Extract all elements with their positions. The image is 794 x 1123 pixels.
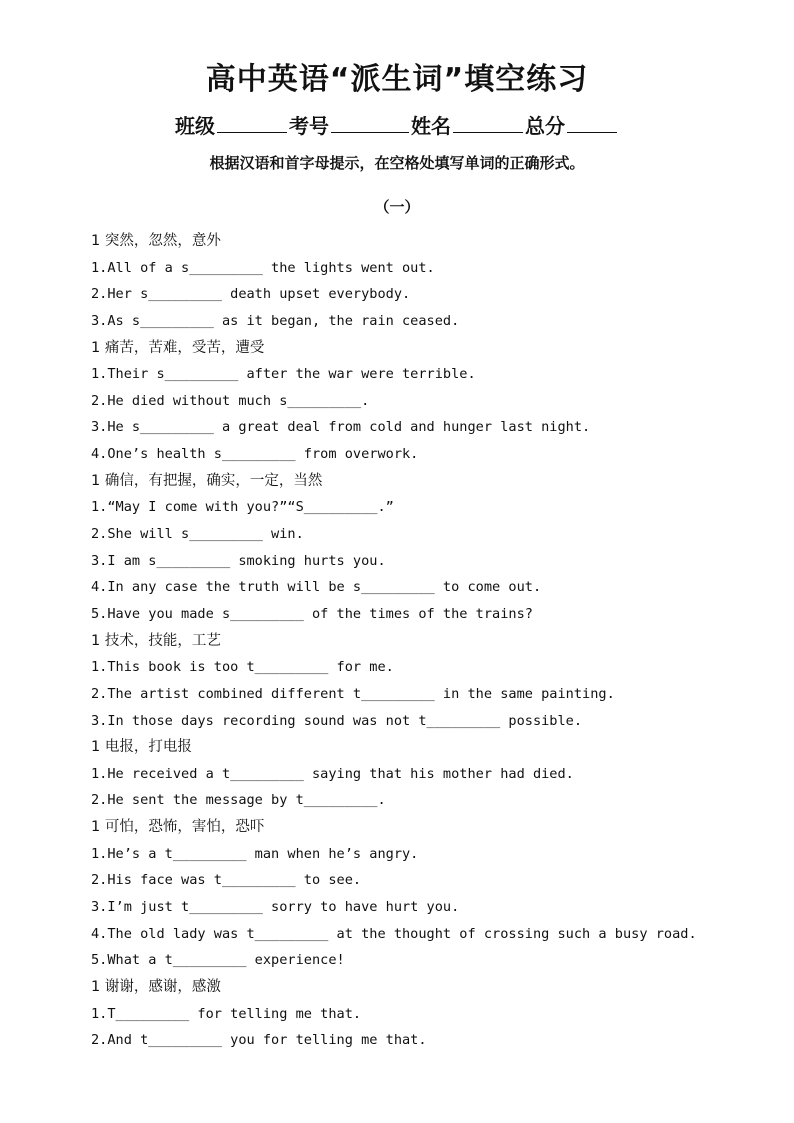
exercise-item: 1.This book is too t_________ for me. bbox=[91, 659, 394, 676]
exercise-item: 2.And t_________ you for telling me that. bbox=[91, 1032, 427, 1049]
group-heading: 1 谢谢，感谢，感激 bbox=[91, 978, 221, 995]
instruction-text: 根据汉语和首字母提示，在空格处填写单词的正确形式。 bbox=[209, 154, 585, 172]
group-heading: 1 突然，忽然，意外 bbox=[91, 233, 221, 249]
exercise-item: 5.What a t_________ experience! bbox=[91, 952, 345, 969]
group-heading: 1 技术，技能，工艺 bbox=[91, 632, 221, 649]
exam-number-label: 考号 bbox=[289, 114, 329, 138]
exercise-item: 2.He sent the message by t_________. bbox=[91, 792, 386, 809]
exercise-item: 3.In those days recording sound was not t_________ possible. bbox=[91, 712, 583, 729]
class-label: 班级 bbox=[175, 114, 215, 138]
exercise-item: 1.All of a s_________ the lights went out. bbox=[91, 259, 435, 276]
total-score-label: 总分 bbox=[525, 114, 565, 138]
exercise-item: 1.He’s a t_________ man when he’s angry. bbox=[91, 845, 419, 862]
group-heading: 1 电报，打电报 bbox=[91, 739, 192, 756]
name-blank bbox=[453, 110, 523, 133]
page-title: 高中英语“派生词”填空练习 bbox=[205, 62, 589, 97]
section-label: （一） bbox=[374, 198, 420, 216]
exercise-item: 3.He s_________ a great deal from cold and hunger last night. bbox=[91, 419, 591, 436]
exercise-item: 4.In any case the truth will be s_________ to come out. bbox=[91, 579, 542, 596]
exercise-item: 3.As s_________ as it began, the rain ceased. bbox=[91, 312, 460, 329]
exercise-item: 3.I am s_________ smoking hurts you. bbox=[91, 552, 386, 569]
exercise-item: 1.T_________ for telling me that. bbox=[91, 1005, 362, 1022]
exercise-item: 1.He received a t_________ saying that his mother had died. bbox=[91, 765, 574, 782]
exercise-item: 2.His face was t_________ to see. bbox=[91, 872, 362, 889]
total-score-blank bbox=[567, 110, 617, 133]
group-heading: 1 可怕，恐怖，害怕，恐吓 bbox=[91, 819, 265, 836]
group-heading: 1 痛苦，苦难，受苦，遭受 bbox=[91, 339, 265, 356]
exercise-item: 3.I’m just t_________ sorry to have hurt you. bbox=[91, 899, 460, 916]
exercise-item: 2.She will s_________ win. bbox=[91, 526, 304, 543]
class-blank bbox=[217, 110, 287, 133]
exercise-item: 5.Have you made s_________ of the times of the trains? bbox=[91, 605, 533, 622]
exercise-list bbox=[91, 228, 781, 1054]
exercise-item: 1.“May I come with you?”“S_________.” bbox=[91, 499, 394, 516]
student-info-line bbox=[0, 110, 794, 141]
exam-number-blank bbox=[331, 110, 409, 133]
exercise-item: 2.Her s_________ death upset everybody. bbox=[91, 286, 411, 303]
exercise-item: 1.Their s_________ after the war were terrible. bbox=[91, 366, 476, 383]
exercise-item: 2.He died without much s_________. bbox=[91, 392, 370, 409]
exercise-item: 4.The old lady was t_________ at the thought of crossing such a busy road. bbox=[91, 925, 697, 942]
group-heading: 1 确信，有把握，确实，一定，当然 bbox=[91, 472, 323, 489]
exercise-item: 4.One’s health s_________ from overwork. bbox=[91, 446, 419, 463]
name-label: 姓名 bbox=[411, 114, 451, 138]
exercise-item: 2.The artist combined different t_________ in the same painting. bbox=[91, 685, 615, 702]
